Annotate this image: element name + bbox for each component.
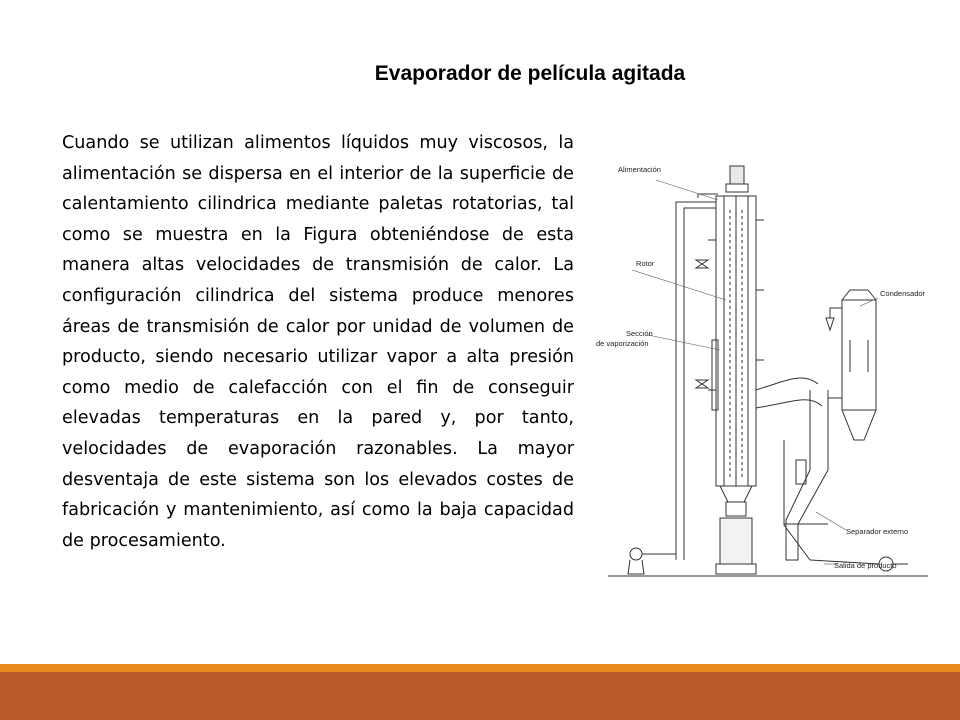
evaporator-drawing <box>588 140 956 592</box>
footer-band <box>0 672 960 720</box>
slide-title: Evaporador de película agitada <box>374 62 686 85</box>
label-seccion-2: de vaporización <box>596 339 649 348</box>
label-separador: Separador externo <box>846 527 909 536</box>
body-paragraph: Cuando se utilizan alimentos líquidos muy viscosos, la alimentación se dispersa en el interior de la superficie de calentamiento cilindrica mediante paletas rotatorias, tal como se muestra en la Figura obteniéndose de esta manera altas velocidades de transmisión de calor. La configuración cilindrica del sistema produce menores áreas de transmisión de calor por unidad de volumen de producto, siendo necesario utilizar vapor a alta presión como medio de calefacción con el fin de conseguir elevadas temperaturas en la pared y, por tanto, velocidades de evaporación razonables. La mayor desventaja de este sistema son los elevados costes de fabricación y mantenimiento, así como la baja capacidad de procesamiento. <box>62 133 574 551</box>
label-salida: Salida de producto <box>834 561 897 570</box>
label-alimentacion: Alimentación <box>618 165 661 174</box>
label-condensador: Condensador <box>880 289 926 298</box>
label-seccion-1: Sección <box>626 329 653 338</box>
footer-accent-line <box>0 664 960 672</box>
evaporator-diagram <box>588 140 956 592</box>
label-rotor: Rotor <box>636 259 655 268</box>
